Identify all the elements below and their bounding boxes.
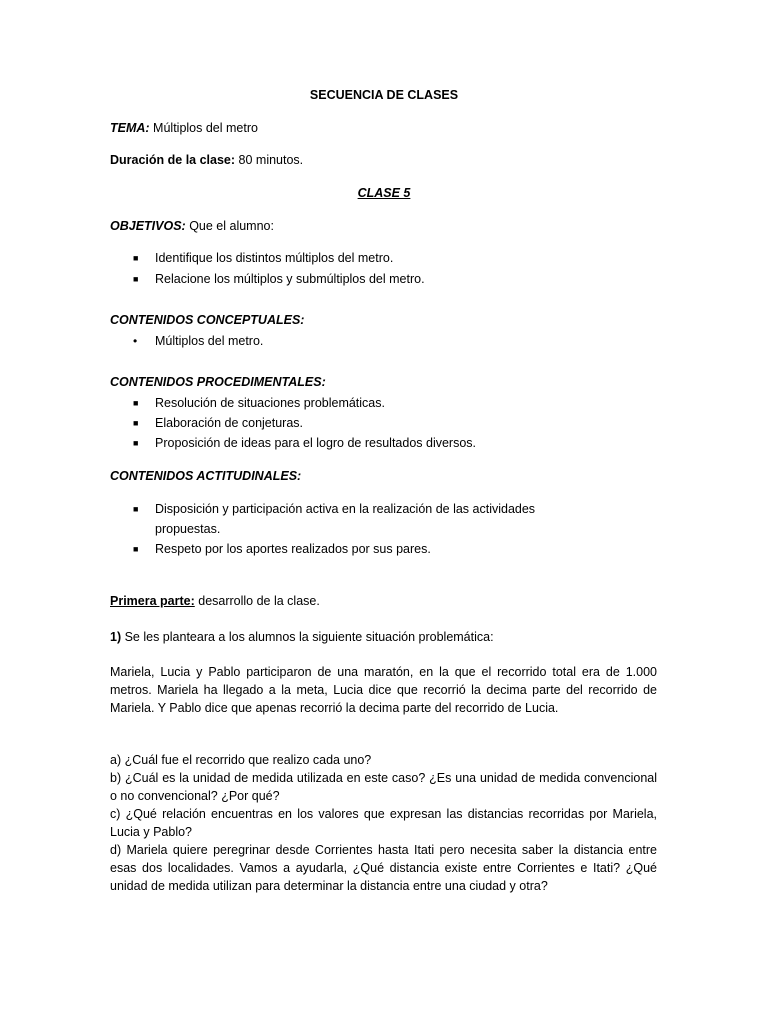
clase-heading: CLASE 5 xyxy=(357,186,411,200)
duracion-label: Duración de la clase: xyxy=(110,153,236,167)
duracion-value: 80 minutos. xyxy=(235,153,304,167)
objetivos-line xyxy=(110,217,274,235)
square-bullet-icon: ■ xyxy=(133,274,139,284)
punto-1-value: Se les planteara a los alumnos la siguiente situación problemática: xyxy=(121,630,494,644)
list-item: ■ Respeto por los aportes realizados por sus pares. xyxy=(133,542,431,556)
list-item: • Múltiplos del metro. xyxy=(133,334,264,348)
list-item: ■ Identifique los distintos múltiplos del metro. xyxy=(133,251,394,265)
square-bullet-icon: ■ xyxy=(133,504,139,514)
question-d: d) Mariela quiere peregrinar desde Corrientes hasta Itati pero necesita saber la distancia entre esas dos localidades. Vamos a ayudarla, ¿Qué distancia existe entre Corrientes e Itati? ¿Qué unidad de medida utilizan para determinar la distancia entre una ciudad y otra? xyxy=(110,843,657,893)
square-bullet-icon: ■ xyxy=(133,438,139,448)
objetivos-label: OBJETIVOS: xyxy=(110,219,186,233)
conceptuales-heading: CONTENIDOS CONCEPTUALES: xyxy=(110,313,305,327)
list-item: ■ Disposición y participación activa en la realización de las actividades xyxy=(133,502,536,516)
square-bullet-icon: ■ xyxy=(133,418,139,428)
primera-parte-label: Primera parte: xyxy=(110,594,195,608)
list-item-continuation: propuestas. xyxy=(155,522,221,536)
document-title: SECUENCIA DE CLASES xyxy=(309,88,459,102)
primera-parte-line xyxy=(110,592,320,610)
tema-label: TEMA: xyxy=(110,121,150,135)
square-bullet-icon: ■ xyxy=(133,544,139,554)
punto-1-label: 1) xyxy=(110,630,122,644)
question-a: a) ¿Cuál fue el recorrido que realizo cada uno? xyxy=(110,753,372,767)
square-bullet-icon: ■ xyxy=(133,398,139,408)
question-c: c) ¿Qué relación encuentras en los valores que expresan las distancias recorridas por Mariela, Lucia y Pablo? xyxy=(110,807,657,839)
primera-parte-value: desarrollo de la clase. xyxy=(194,594,320,608)
question-b: b) ¿Cuál es la unidad de medida utilizada en este caso? ¿Es una unidad de medida convencional o no convencional? ¿Por qué? xyxy=(110,771,657,803)
square-bullet-icon: ■ xyxy=(133,253,139,263)
actitudinales-heading: CONTENIDOS ACTITUDINALES: xyxy=(110,469,302,483)
duracion-line xyxy=(110,151,303,169)
round-bullet-icon: • xyxy=(133,334,138,348)
tema-value: Múltiplos del metro xyxy=(149,121,258,135)
punto-1-line xyxy=(110,628,494,646)
procedimentales-heading: CONTENIDOS PROCEDIMENTALES: xyxy=(110,375,326,389)
list-item: ■ Elaboración de conjeturas. xyxy=(133,416,304,430)
tema-line xyxy=(110,119,258,137)
situacion-paragraph: Mariela, Lucia y Pablo participaron de una maratón, en la que el recorrido total era de 1.000 metros. Mariela ha llegado a la meta, Lucia dice que recorrió la decima parte del recorrido de Mariela. Y Pablo dice que apenas recorrió la decima parte del recorrido de Lucia. xyxy=(110,665,657,715)
list-item: ■ Resolución de situaciones problemáticas. xyxy=(133,396,385,410)
list-item: ■ Relacione los múltiplos y submúltiplos del metro. xyxy=(133,272,425,286)
list-item: ■ Proposición de ideas para el logro de resultados diversos. xyxy=(133,436,477,450)
objetivos-value: Que el alumno: xyxy=(185,219,274,233)
